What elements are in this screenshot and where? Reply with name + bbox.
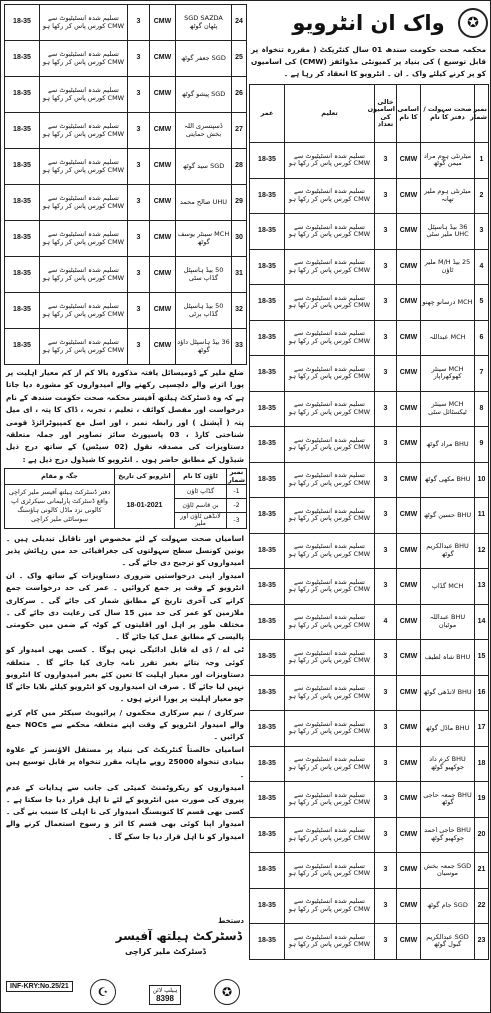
age-cell: 18-35 — [250, 320, 285, 356]
vacancies-cell: 3 — [375, 533, 397, 569]
age-cell: 18-35 — [250, 888, 285, 924]
facility-cell: SGD سید گوٹھ — [176, 149, 232, 185]
serial-cell: 2 — [475, 178, 489, 214]
header — [249, 4, 488, 42]
post-cell: CMW — [150, 221, 176, 257]
term-item: اسامیاں صحت سہولت کے لئے مخصوص اور ناقابل تبدیلی ہیں ۔ یونین کونسل سطح سہولتوں کی جغرافیائی حد میں رہائش پذیر امیدواروں کو ترجیح دی جائے گی ۔ — [6, 533, 244, 568]
vacancies-cell: 3 — [375, 746, 397, 782]
sched-town: بن قاسم ٹاؤن — [175, 499, 227, 513]
table-row — [250, 746, 489, 782]
vacancies-cell: 3 — [128, 5, 150, 41]
education-cell: تسلیم شدہ انسٹیٹیوٹ سے CMW کورس پاس کر رکھا ہو — [285, 285, 375, 321]
age-cell: 18-35 — [250, 817, 285, 853]
education-cell: تسلیم شدہ انسٹیٹیوٹ سے CMW کورس پاس کر رکھا ہو — [285, 533, 375, 569]
age-cell: 18-35 — [250, 746, 285, 782]
facility-cell: 36 بیڈ ہاسپٹل UHC ملیر سٹی — [421, 214, 475, 250]
post-cell: CMW — [150, 113, 176, 149]
facility-cell: BHU شاہ لطیف — [421, 640, 475, 676]
age-cell: 18-35 — [250, 604, 285, 640]
education-cell: تسلیم شدہ انسٹیٹیوٹ سے CMW کورس پاس کر رکھا ہو — [40, 257, 128, 293]
education-cell: تسلیم شدہ انسٹیٹیوٹ سے CMW کورس پاس کر رکھا ہو — [285, 462, 375, 498]
instructions — [4, 365, 246, 466]
table-row — [5, 149, 247, 185]
facility-cell: MCH سینٹر یوسف گوٹھ — [176, 221, 232, 257]
vacancies-cell: 3 — [375, 285, 397, 321]
facility-cell: SGD جمعہ بخش موسیان — [421, 853, 475, 889]
facility-cell: 50 بیڈ ہاسپٹل گڈاپ برٹی — [176, 293, 232, 329]
education-cell: تسلیم شدہ انسٹیٹیوٹ سے CMW کورس پاس کر رکھا ہو — [285, 427, 375, 463]
sindh-emblem-icon: ✪ — [214, 979, 240, 1005]
facility-cell: MCH درسانو چھنو — [421, 285, 475, 321]
vacancies-cell: 3 — [375, 675, 397, 711]
age-cell: 18-35 — [250, 853, 285, 889]
table-row — [5, 185, 247, 221]
table-row — [250, 853, 489, 889]
sched-serial: 1- — [227, 485, 247, 499]
vacancies-cell: 3 — [375, 178, 397, 214]
serial-cell: 33 — [232, 329, 247, 365]
education-cell: تسلیم شدہ انسٹیٹیوٹ سے CMW کورس پاس کر رکھا ہو — [40, 149, 128, 185]
table-row — [250, 462, 489, 498]
serial-cell: 22 — [475, 888, 489, 924]
age-cell: 18-35 — [250, 214, 285, 250]
age-cell: 18-35 — [250, 569, 285, 605]
vacancies-cell: 3 — [375, 782, 397, 818]
serial-cell: 21 — [475, 853, 489, 889]
education-cell: تسلیم شدہ انسٹیٹیوٹ سے CMW کورس پاس کر رکھا ہو — [285, 356, 375, 392]
facility-cell: 50 بیڈ ہاسپٹل گڈاپ سٹی — [176, 257, 232, 293]
vacancies-cell: 3 — [375, 924, 397, 960]
vacancies-cell: 3 — [128, 329, 150, 365]
table-row — [250, 533, 489, 569]
facility-cell: 36 بیڈ ہاسپٹل داؤد گوٹھ — [176, 329, 232, 365]
term-item: سرکاری / نیم سرکاری محکموں / پرائیویٹ سیکٹر میں کام کرنے والے امیدوار انٹرویو کے وقت اپنے متعلقہ محکمے سے NOCs جمع کرائیں ۔ — [6, 707, 244, 741]
vacancies-cell: 3 — [375, 640, 397, 676]
age-cell: 18-35 — [250, 782, 285, 818]
education-cell: تسلیم شدہ انسٹیٹیوٹ سے CMW کورس پاس کر رکھا ہو — [40, 185, 128, 221]
age-cell: 18-35 — [250, 924, 285, 960]
serial-cell: 3 — [475, 214, 489, 250]
term-item: ٹی اے / ڈی اے قابل ادائیگی نہیں ہوگا ۔ کسی بھی امیدوار کو کوئی وجہ بتائے بغیر تقرر نامہ جاری کیا جائے گا ۔ متعلقہ دستاویزات اور معیار اہلیت کا تعین کئے بغیر امیدواروں کا انٹرویو نہیں لیا جائے گا ۔ صرف ان امیدواروں کو انٹرویو کیلئے بلایا جائے گا جو معیار اہلیت پر پورا اترتے ہوں ۔ — [6, 645, 244, 704]
pakistan-emblem-icon: ☪ — [90, 979, 116, 1005]
post-cell: CMW — [397, 604, 421, 640]
facility-cell: SGD جعفر گوٹھ — [176, 41, 232, 77]
table-row — [250, 924, 489, 960]
post-cell: CMW — [397, 924, 421, 960]
term-item: امیدوار اپنی درخواستیں ضروری دستاویزات کے ساتھ واک ۔ ان انٹرویو کے وقت پر جمع کروائیں ۔ عمر کی حد درخواست جمع کرانے کی آخری تاریخ کے مطابق شمار کی جائے گی ۔ سرکاری ملازمین کو عمر کی حد میں 15 سال کی رعایت دی جائے گی ۔ مختلف طور پر اہل اور اقلیتوں کے کوٹہ کے ضمن میں حکومتی پالیسی کے مطابق عمل کیا جائے گا ۔ — [6, 571, 244, 642]
vacancies-cell: 3 — [375, 249, 397, 285]
facility-cell: SGD SAZDA پٹھان گوٹھ — [176, 5, 232, 41]
table-row — [250, 675, 489, 711]
serial-cell: 17 — [475, 711, 489, 747]
facility-cell: BHU ماڈل گوٹھ — [421, 711, 475, 747]
term-item: امیدواروں کو ریکروٹمنٹ کمیٹی کی جانب سے ہدایات کے عدم پیروی کی صورت میں انٹرویو کے لئے نا اہل قرار دیا جا سکتا ہے ۔ کسی بھی قسم کا کنویسنگ امیدوار کی نا اہلی کا سبب بنے گی ۔ امیدوار اپنا کوئی بھی قسم کا اثر و رسوخ استعمال کرنے والے امیدوار کو نا اہل قرار دیا جا سکے گا ۔ — [6, 782, 244, 841]
table-row — [250, 782, 489, 818]
vacancies-cell: 4 — [375, 604, 397, 640]
vacancies-cell: 3 — [375, 427, 397, 463]
terms — [4, 531, 246, 843]
sched-town: گڈاپ ٹاؤن — [175, 485, 227, 499]
education-cell: تسلیم شدہ انسٹیٹیوٹ سے CMW کورس پاس کر رکھا ہو — [285, 249, 375, 285]
age-cell: 18-35 — [5, 293, 40, 329]
table-row — [250, 817, 489, 853]
sched-serial: 3- — [227, 513, 247, 528]
age-cell: 18-35 — [250, 533, 285, 569]
serial-cell: 23 — [475, 924, 489, 960]
facility-cell: SGD پیشو گوٹھ — [176, 77, 232, 113]
serial-cell: 16 — [475, 675, 489, 711]
table-row — [5, 221, 247, 257]
education-cell: تسلیم شدہ انسٹیٹیوٹ سے CMW کورس پاس کر رکھا ہو — [285, 746, 375, 782]
post-cell: CMW — [397, 675, 421, 711]
age-cell: 18-35 — [5, 257, 40, 293]
education-cell: تسلیم شدہ انسٹیٹیوٹ سے CMW کورس پاس کر رکھا ہو — [285, 498, 375, 534]
education-cell: تسلیم شدہ انسٹیٹیوٹ سے CMW کورس پاس کر رکھا ہو — [40, 77, 128, 113]
serial-cell: 26 — [232, 77, 247, 113]
table-row — [250, 569, 489, 605]
education-cell: تسلیم شدہ انسٹیٹیوٹ سے CMW کورس پاس کر رکھا ہو — [40, 221, 128, 257]
vacancies-cell: 3 — [375, 853, 397, 889]
post-cell: CMW — [397, 888, 421, 924]
officer-place: ڈسٹرکٹ ملیر کراچی — [124, 947, 206, 956]
serial-cell: 29 — [232, 185, 247, 221]
helpline-number: 8398 — [156, 994, 174, 1003]
post-cell: CMW — [397, 356, 421, 392]
col-facility: صحت سہولت / دفتر کا نام — [421, 85, 475, 143]
sched-col-date: انٹرویو کی تاریخ — [115, 469, 175, 485]
age-cell: 18-35 — [250, 427, 285, 463]
col-age: عمر — [250, 85, 285, 143]
serial-cell: 8 — [475, 391, 489, 427]
post-cell: CMW — [397, 462, 421, 498]
age-cell: 18-35 — [250, 391, 285, 427]
age-cell: 18-35 — [250, 285, 285, 321]
page-title: واک ان انٹرویو — [292, 11, 445, 35]
facility-cell: MCH سینٹر کھوکھراپار — [421, 356, 475, 392]
vacancies-cell: 3 — [375, 888, 397, 924]
education-cell: تسلیم شدہ انسٹیٹیوٹ سے CMW کورس پاس کر رکھا ہو — [285, 143, 375, 179]
age-cell: 18-35 — [250, 143, 285, 179]
post-cell: CMW — [397, 746, 421, 782]
sched-date: 18-01-2021 — [115, 485, 175, 528]
serial-cell: 4 — [475, 249, 489, 285]
facility-cell: UHU صالح محمد — [176, 185, 232, 221]
facility-cell: BHU عبدالکریم گوٹھ — [421, 533, 475, 569]
table-row — [5, 293, 247, 329]
serial-cell: 5 — [475, 285, 489, 321]
facility-cell: BHU مکھی گوٹھ — [421, 462, 475, 498]
vacancies-cell: 3 — [375, 498, 397, 534]
post-cell: CMW — [397, 285, 421, 321]
facility-cell: ڈسپنسری اللہ بخش حمایتی — [176, 113, 232, 149]
age-cell: 18-35 — [5, 41, 40, 77]
sched-col-venue: جگہ و مقام — [5, 469, 115, 485]
sched-col-serial: نمبر شمار — [228, 468, 245, 484]
age-cell: 18-35 — [250, 356, 285, 392]
facility-cell: BHU عبداللہ موٹیان — [421, 604, 475, 640]
education-cell: تسلیم شدہ انسٹیٹیوٹ سے CMW کورس پاس کر رکھا ہو — [285, 924, 375, 960]
post-cell: CMW — [397, 498, 421, 534]
sched-serial: 2- — [227, 499, 247, 513]
ad-reference: INF-KRY:No.25/21 — [6, 981, 73, 992]
col-serial: نمبر شمار — [475, 85, 489, 143]
post-cell: CMW — [397, 640, 421, 676]
facility-cell: BHU حسین گوٹھ — [421, 498, 475, 534]
post-cell: CMW — [397, 320, 421, 356]
vacancies-cell: 3 — [375, 143, 397, 179]
age-cell: 18-35 — [5, 5, 40, 41]
vacancies-cell: 3 — [128, 293, 150, 329]
post-cell: CMW — [397, 214, 421, 250]
vacancies-cell: 3 — [375, 569, 397, 605]
education-cell: تسلیم شدہ انسٹیٹیوٹ سے CMW کورس پاس کر رکھا ہو — [285, 640, 375, 676]
facility-cell: BHU لانڈھی گوٹھ — [421, 675, 475, 711]
post-cell: CMW — [150, 257, 176, 293]
table-row — [250, 249, 489, 285]
age-cell: 18-35 — [5, 221, 40, 257]
helpline-block — [90, 967, 240, 1005]
table-row — [250, 498, 489, 534]
post-cell: CMW — [397, 391, 421, 427]
education-cell: تسلیم شدہ انسٹیٹیوٹ سے CMW کورس پاس کر رکھا ہو — [285, 320, 375, 356]
serial-cell: 9 — [475, 427, 489, 463]
vacancy-table-right — [249, 84, 489, 960]
vacancies-cell: 3 — [128, 77, 150, 113]
facility-cell: SGD عبدالکریم گبول گوٹھ — [421, 924, 475, 960]
table-row — [250, 604, 489, 640]
facility-cell: BHU جمعہ حاجی گوٹھ — [421, 782, 475, 818]
interview-schedule-table — [4, 468, 247, 528]
vacancies-cell: 3 — [128, 41, 150, 77]
post-cell: CMW — [397, 817, 421, 853]
post-cell: CMW — [150, 149, 176, 185]
table-row — [250, 427, 489, 463]
vacancies-cell: 3 — [375, 462, 397, 498]
education-cell: تسلیم شدہ انسٹیٹیوٹ سے CMW کورس پاس کر رکھا ہو — [285, 888, 375, 924]
post-cell: CMW — [397, 427, 421, 463]
post-cell: CMW — [150, 77, 176, 113]
serial-cell: 7 — [475, 356, 489, 392]
intro-text: محکمہ صحت حکومت سندھ 01 سال کنٹریکٹ ( مقررہ تنخواہ پر قابل توسیع ) کی بنیاد پر کمیونٹی مڈوائفز (CMW) کی اسامیوں کو پر کرنے کیلئے واک ۔ ان ۔ انٹرویو کا انعقاد کر رہا ہے ۔ — [251, 45, 486, 78]
serial-cell: 25 — [232, 41, 247, 77]
vacancies-cell: 3 — [128, 221, 150, 257]
education-cell: تسلیم شدہ انسٹیٹیوٹ سے CMW کورس پاس کر رکھا ہو — [40, 329, 128, 365]
facility-cell: SGD جام گوٹھ — [421, 888, 475, 924]
education-cell: تسلیم شدہ انسٹیٹیوٹ سے CMW کورس پاس کر رکھا ہو — [40, 113, 128, 149]
age-cell: 18-35 — [250, 462, 285, 498]
facility-cell: MCH سینٹر ٹیکسٹائل سٹی — [421, 391, 475, 427]
table-row — [250, 214, 489, 250]
vacancies-cell: 3 — [128, 113, 150, 149]
table-row — [5, 41, 247, 77]
age-cell: 18-35 — [5, 149, 40, 185]
serial-cell: 15 — [475, 640, 489, 676]
signature-label: دستخط — [218, 917, 244, 925]
table-row — [250, 711, 489, 747]
term-item: اسامیاں خالصتاً کنٹریکٹ کی بنیاد پر مستقل الاؤنسز کے علاوہ بنیادی تنخواہ 25000 روپے ماہانہ مقرر تنخواہ پر قابل توسیع ہیں ۔ — [6, 745, 245, 779]
vacancy-table-left — [4, 4, 247, 365]
post-cell: CMW — [397, 711, 421, 747]
education-cell: تسلیم شدہ انسٹیٹیوٹ سے CMW کورس پاس کر رکھا ہو — [285, 711, 375, 747]
table-row — [250, 178, 489, 214]
post-cell: CMW — [397, 853, 421, 889]
table-row — [250, 285, 489, 321]
table-row — [250, 391, 489, 427]
facility-cell: میٹرنٹی ہوم مراد میمن گوٹھ — [421, 143, 475, 179]
sched-venue: دفتر ڈسٹرکٹ ہیلتھ آفیسر ملیر کراچی واقع ڈسٹرکٹ پارلیمانی سیکرٹری اپ کالونی نزد ماڈل کالونی ہاؤسنگ سوسائٹی ملیر کراچی — [5, 485, 115, 528]
table-row — [5, 113, 247, 149]
vacancies-cell: 3 — [375, 320, 397, 356]
col-vacancies: خالی اسامیوں کی تعداد — [375, 85, 397, 143]
serial-cell: 20 — [475, 817, 489, 853]
col-post: اسامی کا نام — [397, 85, 421, 143]
serial-cell: 1 — [475, 143, 489, 179]
serial-cell: 18 — [475, 746, 489, 782]
education-cell: تسلیم شدہ انسٹیٹیوٹ سے CMW کورس پاس کر رکھا ہو — [285, 675, 375, 711]
facility-cell: MCH گڈاپ — [421, 569, 475, 605]
sched-col-town: ٹاؤن کا نام — [175, 469, 227, 485]
serial-cell: 19 — [475, 782, 489, 818]
age-cell: 18-35 — [5, 185, 40, 221]
table-row — [5, 77, 247, 113]
vacancies-cell: 3 — [128, 149, 150, 185]
facility-cell: میٹرنٹی ہوم ملیر تھانہ — [421, 178, 475, 214]
post-cell: CMW — [397, 178, 421, 214]
table-row — [250, 143, 489, 179]
vacancies-cell: 3 — [128, 185, 150, 221]
table-row — [5, 329, 247, 365]
post-cell: CMW — [150, 293, 176, 329]
education-cell: تسلیم شدہ انسٹیٹیوٹ سے CMW کورس پاس کر رکھا ہو — [285, 569, 375, 605]
serial-cell: 30 — [232, 221, 247, 257]
education-cell: تسلیم شدہ انسٹیٹیوٹ سے CMW کورس پاس کر رکھا ہو — [285, 782, 375, 818]
table-row — [250, 640, 489, 676]
sindh-govt-logo-icon: ✪ — [458, 8, 488, 38]
serial-cell: 32 — [232, 293, 247, 329]
age-cell: 18-35 — [250, 249, 285, 285]
facility-cell: BHU کرم داد جوکھیو گوٹھ — [421, 746, 475, 782]
age-cell: 18-35 — [5, 113, 40, 149]
vacancies-cell: 3 — [375, 214, 397, 250]
education-cell: تسلیم شدہ انسٹیٹیوٹ سے CMW کورس پاس کر رکھا ہو — [285, 604, 375, 640]
left-column — [4, 4, 246, 1009]
age-cell: 18-35 — [5, 77, 40, 113]
post-cell: CMW — [397, 249, 421, 285]
age-cell: 18-35 — [5, 329, 40, 365]
vacancies-cell: 3 — [375, 391, 397, 427]
facility-cell: MCH عبداللہ — [421, 320, 475, 356]
serial-cell: 31 — [232, 257, 247, 293]
post-cell: CMW — [397, 533, 421, 569]
serial-cell: 11 — [475, 498, 489, 534]
education-cell: تسلیم شدہ انسٹیٹیوٹ سے CMW کورس پاس کر رکھا ہو — [40, 41, 128, 77]
serial-cell: 12 — [475, 533, 489, 569]
post-cell: CMW — [150, 41, 176, 77]
serial-cell: 6 — [475, 320, 489, 356]
post-cell: CMW — [150, 185, 176, 221]
age-cell: 18-35 — [250, 178, 285, 214]
vacancies-cell: 3 — [375, 356, 397, 392]
education-cell: تسلیم شدہ انسٹیٹیوٹ سے CMW کورس پاس کر رکھا ہو — [285, 214, 375, 250]
sched-town: لانڈھی ٹاؤن اور ملیر — [175, 513, 227, 528]
vacancies-cell: 3 — [128, 257, 150, 293]
col-education: تعلیم — [285, 85, 375, 143]
right-column — [249, 4, 488, 1009]
post-cell: CMW — [150, 5, 176, 41]
facility-cell: BHU حاجی احمد جوکھیو گوٹھ — [421, 817, 475, 853]
post-cell: CMW — [397, 143, 421, 179]
serial-cell: 14 — [475, 604, 489, 640]
education-cell: تسلیم شدہ انسٹیٹیوٹ سے CMW کورس پاس کر رکھا ہو — [285, 817, 375, 853]
education-cell: تسلیم شدہ انسٹیٹیوٹ سے CMW کورس پاس کر رکھا ہو — [285, 853, 375, 889]
officer-title: ڈسٹرکٹ ہیلتھ آفیسر — [115, 929, 242, 943]
helpline-box — [149, 985, 182, 1005]
helpline-label: ہیلپ لائن — [152, 987, 178, 994]
serial-cell: 27 — [232, 113, 247, 149]
age-cell: 18-35 — [250, 711, 285, 747]
facility-cell: BHU مراد گوٹھ — [421, 427, 475, 463]
table-row — [5, 5, 247, 41]
post-cell: CMW — [150, 329, 176, 365]
post-cell: CMW — [397, 569, 421, 605]
serial-cell: 24 — [232, 5, 247, 41]
instructions-para-1: ضلع ملیر کے ڈومیسائل یافتہ مذکورہ بالا کم از کم معیار اہلیت پر پورا اترنے والے دلچسپی رکھنے والے امیدواروں کو مشورہ دیا جاتا ہے کہ وہ ڈسٹرکٹ ہیلتھ آفیسر محکمہ صحت حکومت سندھ کے نام درخواست اور مفصل کوائف ، تعلیم ، تجربہ ، ڈاک کا پتہ ، ای میل پتہ ( آپشنل ) اور رابطہ نمبر ، اور اصل مع کمپیوٹرائزڈ قومی شناختی کارڈ ، 03 پاسپورٹ سائز تصاویر اور جملہ متعلقہ دستاویزات کی مصدقہ نقول (02 سیٹس) کے ساتھ درج ذیل شیڈول کے مطابق حاضر ہوں ۔ انٹرویو کا شیڈول درج ذیل ہے : — [6, 368, 244, 464]
post-cell: CMW — [397, 782, 421, 818]
education-cell: تسلیم شدہ انسٹیٹیوٹ سے CMW کورس پاس کر رکھا ہو — [285, 178, 375, 214]
age-cell: 18-35 — [250, 498, 285, 534]
table-row — [5, 257, 247, 293]
vacancies-cell: 3 — [375, 711, 397, 747]
vacancies-cell: 3 — [375, 817, 397, 853]
facility-cell: 25 بیڈ M/H ملیر ٹاؤن — [421, 249, 475, 285]
age-cell: 18-35 — [250, 675, 285, 711]
education-cell: تسلیم شدہ انسٹیٹیوٹ سے CMW کورس پاس کر رکھا ہو — [40, 293, 128, 329]
age-cell: 18-35 — [250, 640, 285, 676]
serial-cell: 28 — [232, 149, 247, 185]
education-cell: تسلیم شدہ انسٹیٹیوٹ سے CMW کورس پاس کر رکھا ہو — [40, 5, 128, 41]
table-row — [250, 320, 489, 356]
footer — [4, 917, 246, 1009]
table-row — [250, 888, 489, 924]
education-cell: تسلیم شدہ انسٹیٹیوٹ سے CMW کورس پاس کر رکھا ہو — [285, 391, 375, 427]
table-row — [250, 356, 489, 392]
serial-cell: 13 — [475, 569, 489, 605]
serial-cell: 10 — [475, 462, 489, 498]
